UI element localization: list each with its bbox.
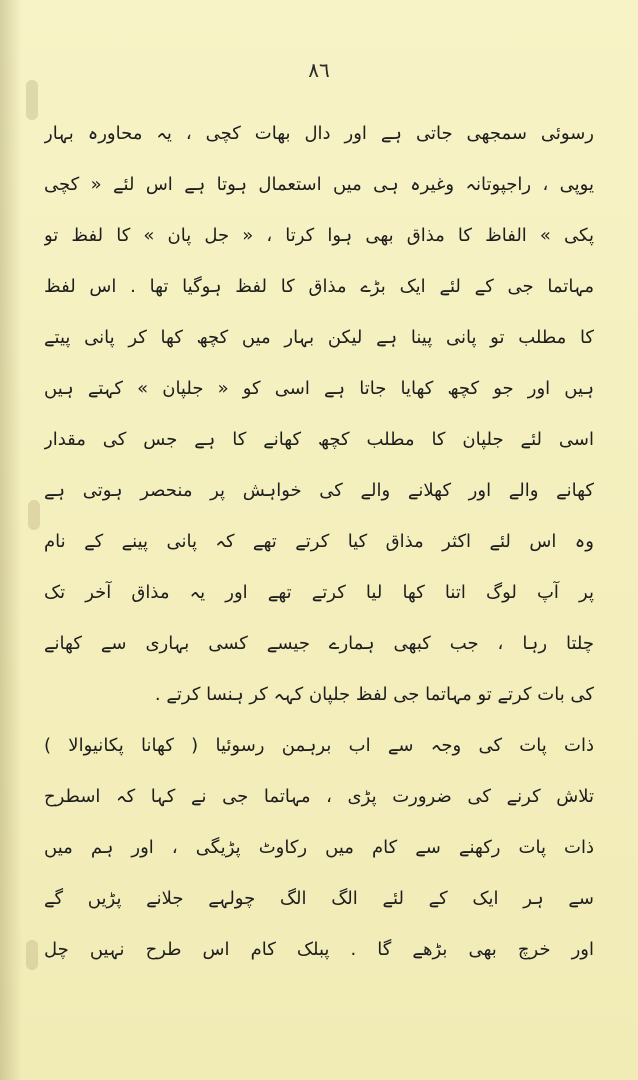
page-blemish: [28, 500, 40, 530]
text-line: ذات پات رکھنے سے کام میں رکاوٹ پڑیگی ، اور ہم میں: [44, 837, 594, 858]
body-text: [44, 108, 594, 975]
text-line: یوپی ، راجپوتانہ وغیرہ ہی میں استعمال ہوتا ہے اس لئے « کچی: [44, 174, 594, 195]
text-line: کھانے والے اور کھلانے والے کی خواہش پر منحصر ہوتی ہے: [44, 480, 594, 501]
text-line: پر آپ لوگ اتنا کھا لیا کرتے تھے اور یہ مذاق آخر تک: [44, 582, 594, 603]
text-line: کا مطلب تو پانی پینا ہے لیکن بہار میں کچھ کھا کر پانی پیتے: [44, 327, 594, 348]
text-line: چلتا رہا ، جب کبھی ہمارے جیسے کسی بہاری سے کھانے: [44, 633, 594, 654]
text-line: رسوئی سمجھی جاتی ہے اور دال بھات کچی ، یہ محاورہ بہار: [44, 123, 594, 144]
text-line: اسی لئے جلپان کا مطلب کچھ کھانے کا ہے جس کی مقدار: [44, 429, 594, 450]
text-line: وہ اس لئے اکثر مذاق کیا کرتے تھے کہ پانی پینے کے نام: [44, 531, 594, 552]
text-line: پکی » الفاظ کا مذاق بھی ہوا کرتا ، « جل پان » کا لفظ تو: [44, 225, 594, 246]
binding-shadow: [0, 0, 22, 1080]
text-line: سے ہر ایک کے لئے الگ الگ چولہے جلانے پڑیں گے: [44, 888, 594, 909]
page-blemish: [26, 940, 38, 970]
text-line: اور خرچ بھی بڑھے گا . پبلک کام اس طرح نہیں چل: [44, 939, 594, 960]
text-line: تلاش کرنے کی ضرورت پڑی ، مہاتما جی نے کہا کہ اسطرح: [44, 786, 594, 807]
text-line: ہیں اور جو کچھ کھایا جاتا ہے اسی کو « جلپان » کہتے ہیں: [44, 378, 594, 399]
page-number: ٨٦: [308, 58, 330, 82]
text-line: ذات پات کی وجہ سے اب برہمن رسوئیا ( کھانا پکانیوالا ): [44, 735, 594, 756]
text-line: مہاتما جی کے لئے ایک بڑے مذاق کا لفظ ہوگیا تھا . اس لفظ: [44, 276, 594, 297]
text-line: کی بات کرتے تو مہاتما جی لفظ جلپان کہہ کر ہنسا کرتے .: [154, 684, 594, 705]
page-blemish: [26, 80, 38, 120]
